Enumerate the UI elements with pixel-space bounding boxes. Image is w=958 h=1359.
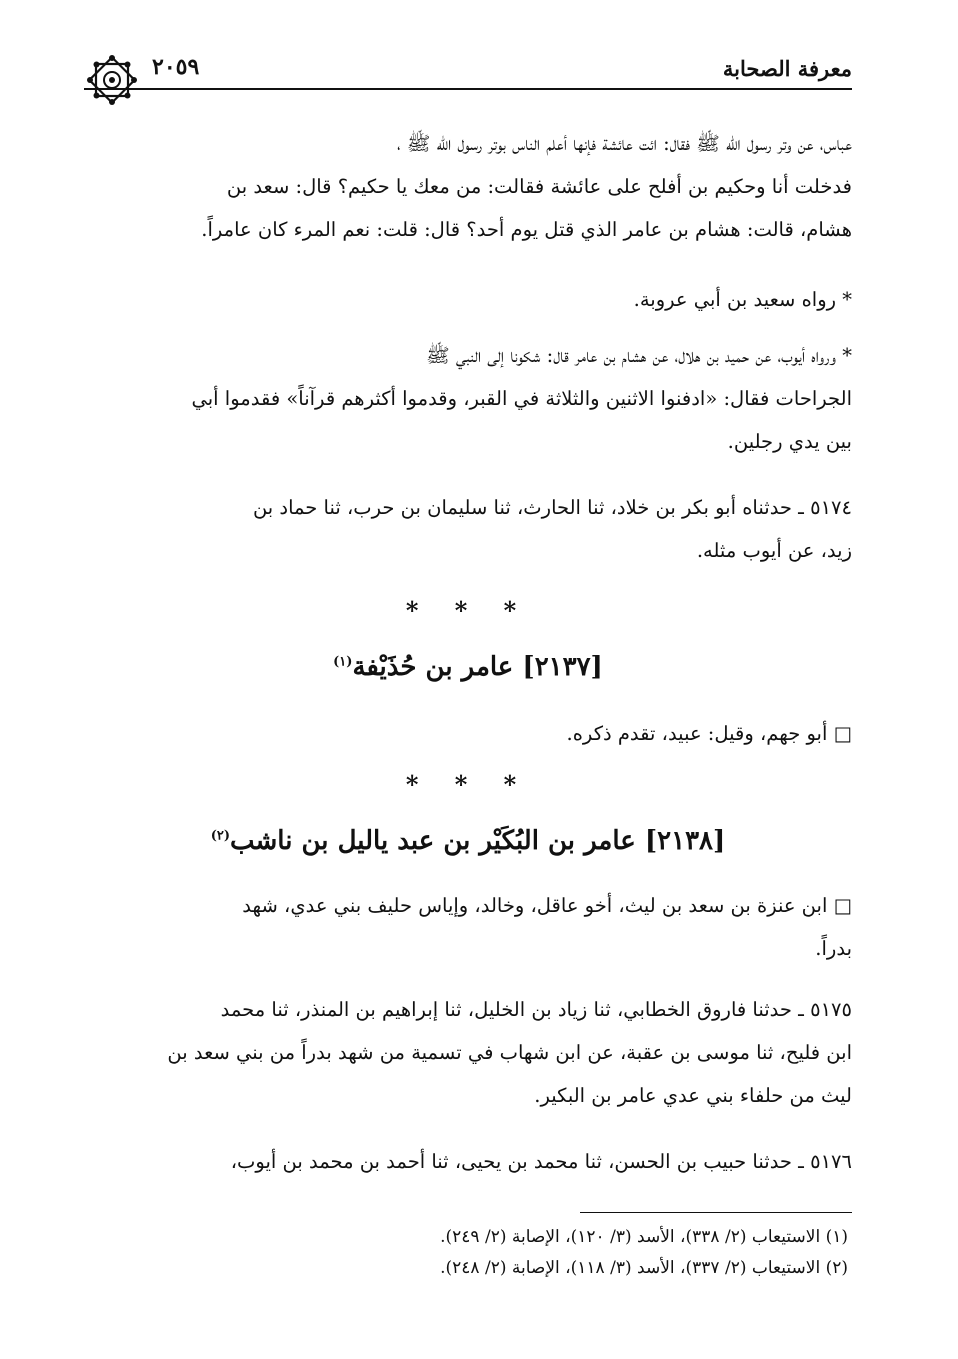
paragraph-ayyub-narration [94,334,852,463]
text-line: الجراحات فقال: «ادفنوا الاثنين والثلاثة في القبر، وقدموا أكثرهم قرآناً» فقدموا أبي [191,387,852,410]
text-line: بين يدي رجلين. [727,430,852,453]
hadith-5175 [94,988,852,1117]
paragraph-narration-note [94,278,852,321]
paragraph-opening [94,122,852,251]
entry-2137-text [94,712,852,755]
footnote-mark: (٢) [210,828,230,844]
entry-2138-intro [94,884,852,970]
running-header [84,50,852,90]
heading-text: [٢١٣٨] عامر بن البُكَيْر بن عبد ياليل بن ناشب [229,826,726,856]
text-line: ٥١٧٥ ـ حدثنا فاروق الخطابي، ثنا زياد بن الخليل، ثنا إبراهيم بن المنذر، ثنا محمد [220,998,852,1021]
book-title: معرفة الصحابة [722,56,852,81]
text-line: □ أبو جهم، وقيل: عبيد، تقدم ذكره. [566,722,852,745]
text-line: ٥١٧٤ ـ حدثناه أبو بكر بن خلاد، ثنا الحارث، ثنا سليمان بن حرب، ثنا حماد بن [252,496,852,519]
text-line: □ ابن عنزة بن سعد بن ليث، أخو عاقل، وخالد، وإياس حليف بني عدي، شهد [242,894,852,917]
entry-heading-2137 [84,652,852,682]
text-line: * رواه سعيد بن أبي عروبة. [633,288,852,311]
entry-heading-2138 [84,826,852,856]
octagonal-ornament-icon [84,52,140,108]
text-line: ليث من حلفاء بني عدي عامر بن البكير. [534,1084,852,1107]
text-line: * ورواه أيوب، عن حميد بن هلال، عن هشام بن عامر قال: شكونا إلى النبي ﷺ [426,344,852,367]
text-line: بدراً. [815,937,852,960]
text-line: ٥١٧٦ ـ حدثنا حبيب بن الحسن، ثنا محمد بن يحيى، ثنا أحمد بن محمد بن أيوب، [230,1150,852,1173]
section-separator: * * * [405,596,531,625]
hadith-5176 [94,1140,852,1183]
text-line: زيد، عن أيوب مثله. [696,539,852,562]
page-number: ٢٠٥٩ [152,54,200,80]
footnote-rule [580,1212,852,1213]
text-line: عباس، عن وتر رسول الله ﷺ فقال: ائت عائشة فإنها أعلم الناس بوتر رسول الله ﷺ ، [396,132,852,155]
footnote-2: (٢) الاستيعاب (٢/ ٣٣٧)، الأسد (٣/ ١١٨)، الإصابة (٢/ ٢٤٨). [440,1258,848,1278]
text-line: هشام، قالت: هشام بن عامر الذي قتل يوم أحد؟ قال: قلت: نعم المرء كان عامراً. [201,218,852,241]
text-line: فدخلت أنا وحكيم بن أفلح على عائشة فقالت: من معك يا حكيم؟ قال: سعد بن [226,175,852,198]
footnote-mark: (١) [333,654,353,670]
text-line: ابن فليح، ثنا موسى بن عقبة، عن ابن شهاب في تسمية من شهد بدراً من بني سعد بن [167,1041,852,1064]
heading-text: [٢١٣٧] عامر بن حُذَيْفة [352,652,603,682]
section-separator: * * * [405,770,531,799]
hadith-5174 [94,486,852,572]
footnotes [108,1222,848,1284]
footnote-1: (١) الاستيعاب (٢/ ٣٣٨)، الأسد (٣/ ١٢٠)، الإصابة (٢/ ٢٤٩). [440,1227,848,1247]
